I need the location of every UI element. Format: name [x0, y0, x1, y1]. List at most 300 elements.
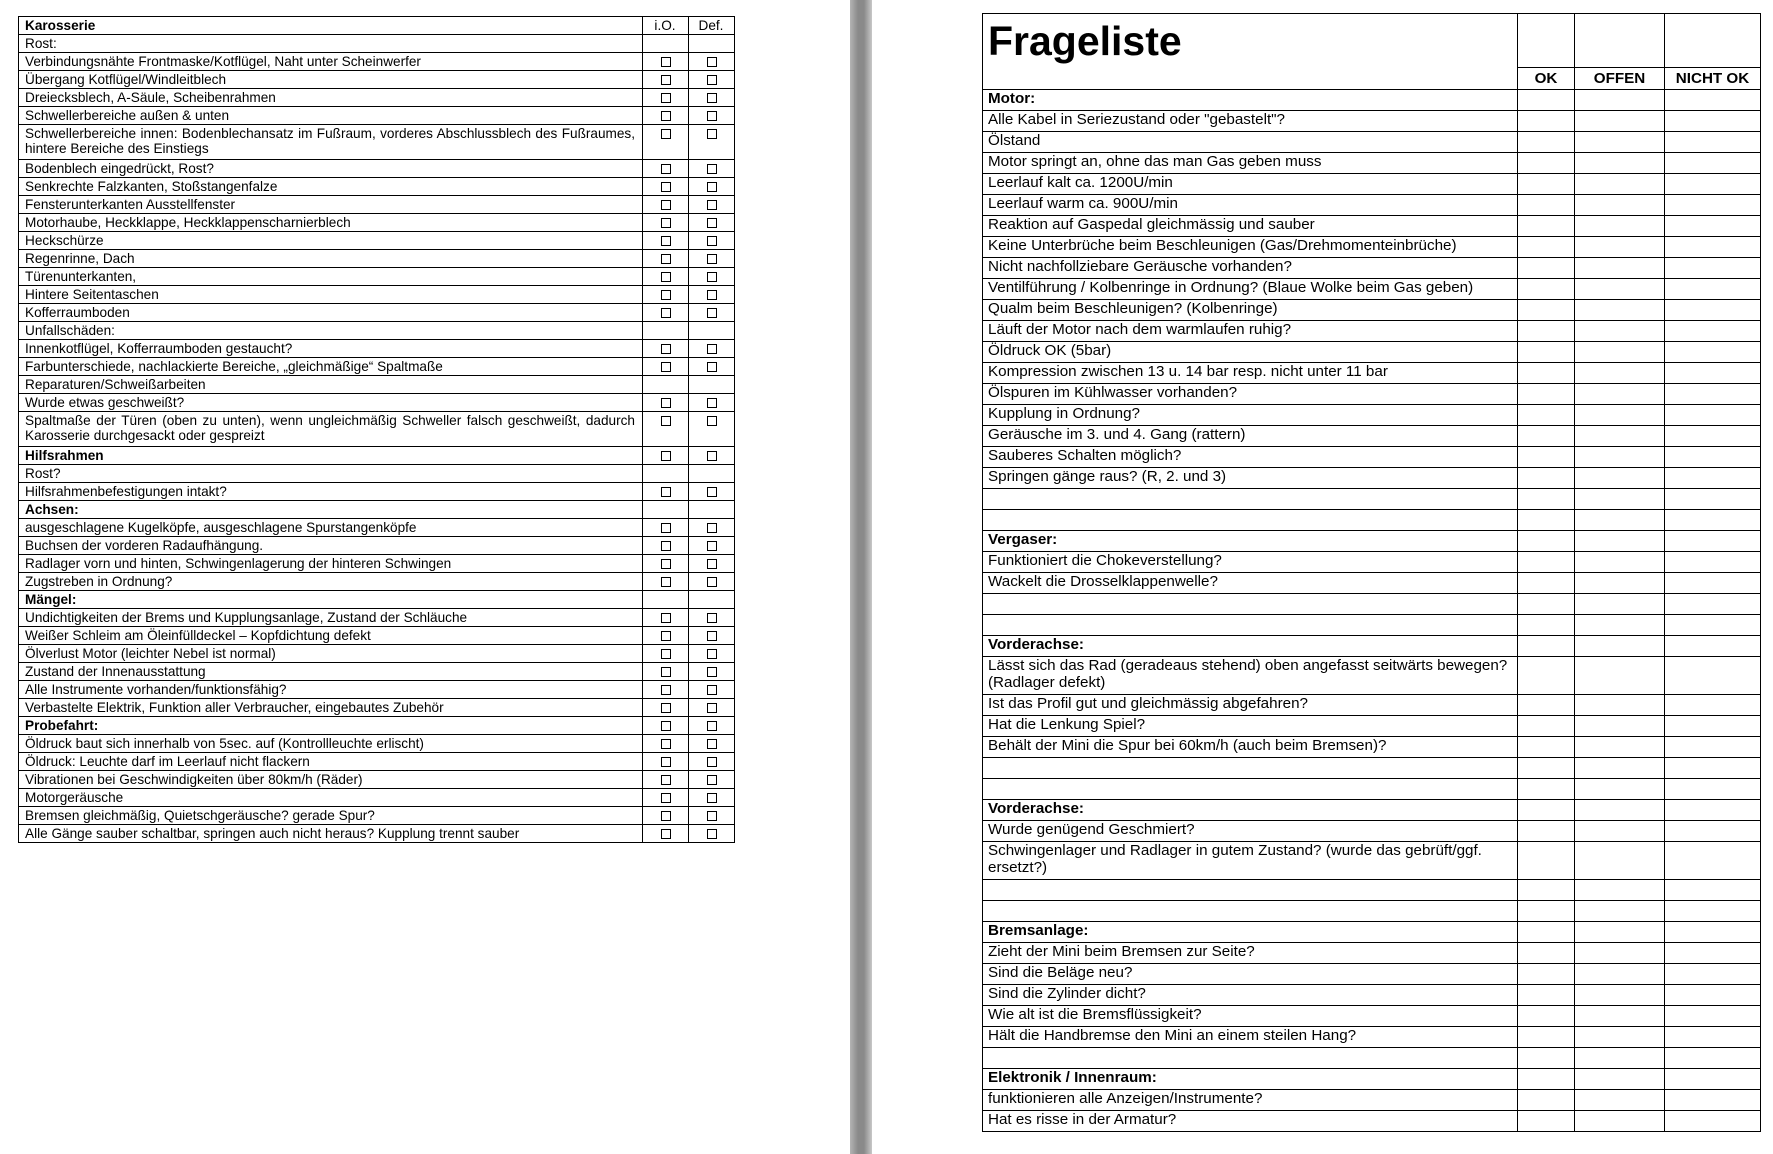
checkbox-io[interactable]: [661, 829, 671, 839]
answer-cell-offen[interactable]: [1575, 1027, 1665, 1048]
checkbox-def[interactable]: [707, 200, 717, 210]
answer-cell-nicht-ok[interactable]: [1665, 800, 1761, 821]
answer-cell-offen[interactable]: [1575, 216, 1665, 237]
checkbox-io[interactable]: [661, 577, 671, 587]
question-row: [983, 90, 1761, 111]
checkbox-io[interactable]: [661, 451, 671, 461]
checkbox-cell-def[interactable]: [689, 447, 735, 465]
checkbox-def[interactable]: [707, 667, 717, 677]
answer-cell-offen[interactable]: [1575, 1090, 1665, 1111]
checkbox-cell-def[interactable]: [689, 286, 735, 304]
checkbox-io[interactable]: [661, 793, 671, 803]
checkbox-cell-ok[interactable]: [643, 394, 689, 412]
answer-cell-offen[interactable]: [1575, 737, 1665, 758]
checkbox-cell-def[interactable]: [689, 232, 735, 250]
checkbox-io[interactable]: [661, 631, 671, 641]
checkbox-def[interactable]: [707, 254, 717, 264]
answer-cell-nicht-ok[interactable]: [1665, 363, 1761, 384]
checkbox-cell-def[interactable]: [689, 483, 735, 501]
answer-cell-offen: [1575, 1048, 1665, 1069]
answer-cell-ok[interactable]: [1518, 468, 1575, 489]
checkbox-def[interactable]: [707, 308, 717, 318]
answer-cell-ok[interactable]: [1518, 1111, 1575, 1132]
checkbox-io[interactable]: [661, 236, 671, 246]
checkbox-cell-def[interactable]: [689, 214, 735, 232]
answer-cell-ok[interactable]: [1518, 821, 1575, 842]
answer-cell-ok[interactable]: [1518, 800, 1575, 821]
checkbox-def[interactable]: [707, 523, 717, 533]
answer-cell-ok[interactable]: [1518, 737, 1575, 758]
answer-cell-nicht-ok[interactable]: [1665, 111, 1761, 132]
answer-cell-offen[interactable]: [1575, 552, 1665, 573]
answer-cell-nicht-ok[interactable]: [1665, 342, 1761, 363]
checkbox-cell-def[interactable]: [689, 717, 735, 735]
checkbox-cell-ok[interactable]: [643, 735, 689, 753]
checklist-item-label: Öldruck baut sich innerhalb von 5sec. auf (Kontrollleuchte erlischt): [19, 735, 643, 753]
checkbox-cell-def[interactable]: [689, 519, 735, 537]
checkbox-cell-ok[interactable]: [643, 304, 689, 322]
answer-cell-nicht-ok[interactable]: [1665, 922, 1761, 943]
checkbox-def[interactable]: [707, 451, 717, 461]
checkbox-cell-def[interactable]: [689, 771, 735, 789]
checkbox-cell-def[interactable]: [689, 178, 735, 196]
answer-cell-ok[interactable]: [1518, 1090, 1575, 1111]
answer-cell-nicht-ok[interactable]: [1665, 216, 1761, 237]
answer-cell-offen[interactable]: [1575, 1069, 1665, 1090]
answer-cell-ok[interactable]: [1518, 426, 1575, 447]
answer-cell-nicht-ok[interactable]: [1665, 195, 1761, 216]
checkbox-def[interactable]: [707, 793, 717, 803]
checkbox-cell-ok[interactable]: [643, 214, 689, 232]
checkbox-def[interactable]: [707, 577, 717, 587]
checkbox-io[interactable]: [661, 613, 671, 623]
answer-cell-ok[interactable]: [1518, 153, 1575, 174]
checkbox-cell-def[interactable]: [689, 268, 735, 286]
checkbox-cell-ok[interactable]: [643, 178, 689, 196]
answer-cell-ok[interactable]: [1518, 657, 1575, 695]
checkbox-io[interactable]: [661, 811, 671, 821]
checkbox-cell-ok[interactable]: [643, 555, 689, 573]
checkbox-cell-def[interactable]: [689, 394, 735, 412]
answer-cell-ok[interactable]: [1518, 174, 1575, 195]
answer-cell-nicht-ok[interactable]: [1665, 552, 1761, 573]
checkbox-cell-def[interactable]: [689, 196, 735, 214]
checkbox-def[interactable]: [707, 775, 717, 785]
checkbox-cell-ok: [643, 376, 689, 394]
answer-cell-ok[interactable]: [1518, 279, 1575, 300]
answer-cell-offen[interactable]: [1575, 657, 1665, 695]
answer-cell-offen[interactable]: [1575, 800, 1665, 821]
answer-cell-offen[interactable]: [1575, 716, 1665, 737]
checkbox-def[interactable]: [707, 236, 717, 246]
checkbox-def[interactable]: [707, 811, 717, 821]
answer-cell-ok[interactable]: [1518, 90, 1575, 111]
checkbox-cell-ok[interactable]: [643, 71, 689, 89]
answer-cell-offen[interactable]: [1575, 132, 1665, 153]
answer-cell-nicht-ok[interactable]: [1665, 842, 1761, 880]
checkbox-def[interactable]: [707, 344, 717, 354]
checkbox-def[interactable]: [707, 362, 717, 372]
checkbox-def[interactable]: [707, 559, 717, 569]
answer-cell-nicht-ok[interactable]: [1665, 321, 1761, 342]
checkbox-io[interactable]: [661, 57, 671, 67]
checklist-row: [19, 735, 735, 753]
checkbox-io[interactable]: [661, 290, 671, 300]
checkbox-def[interactable]: [707, 649, 717, 659]
checklist-row: [19, 807, 735, 825]
checkbox-cell-ok[interactable]: [643, 627, 689, 645]
checkbox-def[interactable]: [707, 93, 717, 103]
checkbox-io[interactable]: [661, 93, 671, 103]
checkbox-io[interactable]: [661, 559, 671, 569]
checkbox-cell-ok[interactable]: [643, 125, 689, 160]
answer-cell-ok[interactable]: [1518, 1069, 1575, 1090]
checkbox-cell-ok[interactable]: [643, 232, 689, 250]
answer-cell-ok[interactable]: [1518, 363, 1575, 384]
checkbox-cell-def[interactable]: [689, 699, 735, 717]
answer-cell-ok[interactable]: [1518, 216, 1575, 237]
checkbox-def[interactable]: [707, 739, 717, 749]
answer-cell-offen[interactable]: [1575, 636, 1665, 657]
answer-cell-offen[interactable]: [1575, 153, 1665, 174]
checkbox-cell-def[interactable]: [689, 663, 735, 681]
answer-cell-nicht-ok[interactable]: [1665, 258, 1761, 279]
checkbox-cell-def[interactable]: [689, 573, 735, 591]
answer-cell-ok[interactable]: [1518, 405, 1575, 426]
checkbox-cell-ok[interactable]: [643, 53, 689, 71]
answer-cell-ok[interactable]: [1518, 258, 1575, 279]
answer-cell-nicht-ok[interactable]: [1665, 1069, 1761, 1090]
answer-cell-offen[interactable]: [1575, 1111, 1665, 1132]
checkbox-cell-def[interactable]: [689, 627, 735, 645]
checkbox-def[interactable]: [707, 613, 717, 623]
checkbox-def[interactable]: [707, 182, 717, 192]
answer-cell-ok[interactable]: [1518, 636, 1575, 657]
question-row: [983, 426, 1761, 447]
checkbox-cell-ok[interactable]: [643, 663, 689, 681]
checkbox-cell-def[interactable]: [689, 681, 735, 699]
answer-cell-ok[interactable]: [1518, 716, 1575, 737]
checkbox-cell-ok[interactable]: [643, 789, 689, 807]
answer-cell-nicht-ok[interactable]: [1665, 405, 1761, 426]
answer-cell-nicht-ok[interactable]: [1665, 90, 1761, 111]
answer-cell-offen[interactable]: [1575, 258, 1665, 279]
checklist-row: [19, 627, 735, 645]
checkbox-cell-ok[interactable]: [643, 537, 689, 555]
answer-cell-nicht-ok[interactable]: [1665, 985, 1761, 1006]
checkbox-io[interactable]: [661, 541, 671, 551]
checkbox-cell-ok[interactable]: [643, 645, 689, 663]
checkbox-cell-def[interactable]: [689, 340, 735, 358]
answer-cell-ok[interactable]: [1518, 922, 1575, 943]
checkbox-cell-ok[interactable]: [643, 753, 689, 771]
checkbox-io[interactable]: [661, 129, 671, 139]
answer-cell-nicht-ok[interactable]: [1665, 737, 1761, 758]
question-label: [983, 779, 1518, 800]
answer-cell-offen[interactable]: [1575, 111, 1665, 132]
question-row: [983, 279, 1761, 300]
answer-cell-ok[interactable]: [1518, 842, 1575, 880]
checkbox-cell-ok[interactable]: [643, 268, 689, 286]
answer-cell-nicht-ok[interactable]: [1665, 1006, 1761, 1027]
checkbox-cell-ok[interactable]: [643, 717, 689, 735]
answer-cell-nicht-ok[interactable]: [1665, 468, 1761, 489]
answer-cell-offen[interactable]: [1575, 573, 1665, 594]
answer-cell-nicht-ok[interactable]: [1665, 716, 1761, 737]
answer-cell-nicht-ok[interactable]: [1665, 964, 1761, 985]
checkbox-cell-def[interactable]: [689, 753, 735, 771]
checkbox-cell-ok[interactable]: [643, 609, 689, 627]
answer-cell-ok[interactable]: [1518, 943, 1575, 964]
checkbox-io[interactable]: [661, 182, 671, 192]
checklist-row: [19, 573, 735, 591]
answer-cell-nicht-ok: [1665, 779, 1761, 800]
answer-cell-ok[interactable]: [1518, 132, 1575, 153]
answer-cell-offen[interactable]: [1575, 964, 1665, 985]
checkbox-cell-def[interactable]: [689, 71, 735, 89]
checklist-row: [19, 537, 735, 555]
answer-cell-ok: [1518, 880, 1575, 901]
answer-cell-nicht-ok[interactable]: [1665, 821, 1761, 842]
answer-cell-offen[interactable]: [1575, 426, 1665, 447]
checklist-row: [19, 825, 735, 843]
checkbox-cell-ok[interactable]: [643, 771, 689, 789]
checkbox-def[interactable]: [707, 721, 717, 731]
checkbox-cell-ok[interactable]: [643, 340, 689, 358]
answer-cell-nicht-ok[interactable]: [1665, 636, 1761, 657]
checkbox-cell-def[interactable]: [689, 735, 735, 753]
answer-cell-nicht-ok[interactable]: [1665, 943, 1761, 964]
answer-cell-ok[interactable]: [1518, 552, 1575, 573]
answer-cell-nicht-ok[interactable]: [1665, 426, 1761, 447]
checkbox-io[interactable]: [661, 775, 671, 785]
checklist-item-label: Senkrechte Falzkanten, Stoßstangenfalze: [19, 178, 643, 196]
checkbox-io[interactable]: [661, 344, 671, 354]
answer-cell-nicht-ok[interactable]: [1665, 695, 1761, 716]
checkbox-io[interactable]: [661, 362, 671, 372]
answer-cell-ok[interactable]: [1518, 695, 1575, 716]
checkbox-io[interactable]: [661, 416, 671, 426]
checkbox-cell-def[interactable]: [689, 358, 735, 376]
checkbox-cell-def[interactable]: [689, 304, 735, 322]
checkbox-cell-ok[interactable]: [643, 681, 689, 699]
checkbox-def[interactable]: [707, 757, 717, 767]
checkbox-io[interactable]: [661, 721, 671, 731]
checkbox-cell-ok[interactable]: [643, 483, 689, 501]
checkbox-cell-ok[interactable]: [643, 573, 689, 591]
checkbox-cell-def: [689, 35, 735, 53]
answer-cell-ok[interactable]: [1518, 111, 1575, 132]
answer-cell-offen[interactable]: [1575, 468, 1665, 489]
checkbox-cell-ok[interactable]: [643, 196, 689, 214]
question-row: [983, 195, 1761, 216]
answer-cell-ok[interactable]: [1518, 1027, 1575, 1048]
answer-cell-offen: [1575, 615, 1665, 636]
answer-cell-offen[interactable]: [1575, 1006, 1665, 1027]
checkbox-def[interactable]: [707, 829, 717, 839]
checkbox-def[interactable]: [707, 57, 717, 67]
checkbox-io[interactable]: [661, 685, 671, 695]
answer-cell-nicht-ok[interactable]: [1665, 384, 1761, 405]
answer-cell-ok[interactable]: [1518, 985, 1575, 1006]
checkbox-cell-ok[interactable]: [643, 412, 689, 447]
answer-cell-nicht-ok[interactable]: [1665, 174, 1761, 195]
question-row: [983, 384, 1761, 405]
checkbox-io[interactable]: [661, 75, 671, 85]
answer-cell-offen[interactable]: [1575, 943, 1665, 964]
checkbox-cell-def[interactable]: [689, 125, 735, 160]
answer-cell-offen[interactable]: [1575, 195, 1665, 216]
answer-cell-ok[interactable]: [1518, 531, 1575, 552]
checkbox-def[interactable]: [707, 631, 717, 641]
checkbox-io[interactable]: [661, 523, 671, 533]
checkbox-def[interactable]: [707, 487, 717, 497]
checkbox-cell-def[interactable]: [689, 89, 735, 107]
answer-cell-offen[interactable]: [1575, 300, 1665, 321]
checkbox-cell-def[interactable]: [689, 250, 735, 268]
title-row: [983, 14, 1761, 68]
answer-cell-nicht-ok[interactable]: [1665, 531, 1761, 552]
checkbox-cell-def[interactable]: [689, 609, 735, 627]
checklist-item-label: Vibrationen bei Geschwindigkeiten über 80km/h (Räder): [19, 771, 643, 789]
checkbox-cell-def[interactable]: [689, 789, 735, 807]
checklist-row: [19, 699, 735, 717]
answer-cell-nicht-ok[interactable]: [1665, 153, 1761, 174]
checkbox-cell-ok[interactable]: [643, 89, 689, 107]
answer-cell-offen[interactable]: [1575, 695, 1665, 716]
answer-cell-offen[interactable]: [1575, 922, 1665, 943]
checkbox-io[interactable]: [661, 111, 671, 121]
checkbox-def[interactable]: [707, 129, 717, 139]
checkbox-def[interactable]: [707, 272, 717, 282]
checkbox-def[interactable]: [707, 75, 717, 85]
checkbox-cell-ok[interactable]: [643, 286, 689, 304]
question-label: [983, 594, 1518, 615]
checkbox-cell-ok[interactable]: [643, 519, 689, 537]
checkbox-cell-ok[interactable]: [643, 807, 689, 825]
checklist-item-label: Schwellerbereiche innen: Bodenblechansatz im Fußraum, vorderes Abschlussblech des Fußraumes, hintere Bereiche des Einstiegs: [19, 125, 643, 160]
answer-cell-offen[interactable]: [1575, 90, 1665, 111]
question-label: [983, 880, 1518, 901]
answer-cell-offen[interactable]: [1575, 821, 1665, 842]
checklist-item-label: Alle Gänge sauber schaltbar, springen auch nicht heraus? Kupplung trennt sauber: [19, 825, 643, 843]
checkbox-cell-def[interactable]: [689, 825, 735, 843]
checklist-item-label: Regenrinne, Dach: [19, 250, 643, 268]
checkbox-def[interactable]: [707, 290, 717, 300]
answer-cell-offen[interactable]: [1575, 531, 1665, 552]
answer-cell-ok[interactable]: [1518, 195, 1575, 216]
checkbox-cell-ok[interactable]: [643, 107, 689, 125]
answer-cell-ok[interactable]: [1518, 321, 1575, 342]
checkbox-io[interactable]: [661, 703, 671, 713]
answer-cell-ok[interactable]: [1518, 964, 1575, 985]
answer-cell-offen[interactable]: [1575, 842, 1665, 880]
answer-cell-nicht-ok[interactable]: [1665, 300, 1761, 321]
checkbox-io[interactable]: [661, 487, 671, 497]
answer-cell-nicht-ok[interactable]: [1665, 447, 1761, 468]
answer-cell-ok[interactable]: [1518, 342, 1575, 363]
answer-cell-nicht-ok[interactable]: [1665, 132, 1761, 153]
checkbox-io[interactable]: [661, 272, 671, 282]
checkbox-cell-ok[interactable]: [643, 447, 689, 465]
checkbox-def[interactable]: [707, 111, 717, 121]
checklist-item-label: Achsen:: [19, 501, 643, 519]
checkbox-io[interactable]: [661, 667, 671, 677]
answer-cell-ok: [1518, 615, 1575, 636]
checkbox-def[interactable]: [707, 541, 717, 551]
answer-cell-offen[interactable]: [1575, 321, 1665, 342]
checklist-item-label: Bremsen gleichmäßig, Quietschgeräusche? gerade Spur?: [19, 807, 643, 825]
checkbox-cell-ok[interactable]: [643, 358, 689, 376]
answer-cell-offen[interactable]: [1575, 279, 1665, 300]
checkbox-io[interactable]: [661, 218, 671, 228]
answer-cell-ok: [1518, 489, 1575, 510]
answer-cell-offen[interactable]: [1575, 447, 1665, 468]
checkbox-cell-def[interactable]: [689, 160, 735, 178]
answer-cell-offen[interactable]: [1575, 174, 1665, 195]
checkbox-cell-def[interactable]: [689, 53, 735, 71]
answer-cell-ok[interactable]: [1518, 1006, 1575, 1027]
answer-cell-nicht-ok[interactable]: [1665, 657, 1761, 695]
checkbox-def[interactable]: [707, 398, 717, 408]
answer-cell-nicht-ok[interactable]: [1665, 1111, 1761, 1132]
checkbox-cell-def[interactable]: [689, 555, 735, 573]
checkbox-cell-def[interactable]: [689, 412, 735, 447]
checkbox-def[interactable]: [707, 218, 717, 228]
checkbox-def[interactable]: [707, 164, 717, 174]
answer-cell-ok[interactable]: [1518, 237, 1575, 258]
checkbox-cell-def[interactable]: [689, 537, 735, 555]
answer-cell-offen[interactable]: [1575, 985, 1665, 1006]
checkbox-io[interactable]: [661, 200, 671, 210]
checkbox-io[interactable]: [661, 164, 671, 174]
answer-cell-nicht-ok[interactable]: [1665, 279, 1761, 300]
answer-cell-ok[interactable]: [1518, 300, 1575, 321]
checkbox-def[interactable]: [707, 416, 717, 426]
checkbox-def[interactable]: [707, 703, 717, 713]
answer-cell-ok[interactable]: [1518, 573, 1575, 594]
answer-cell-nicht-ok[interactable]: [1665, 237, 1761, 258]
answer-cell-nicht-ok[interactable]: [1665, 1090, 1761, 1111]
checkbox-cell-def[interactable]: [689, 807, 735, 825]
answer-cell-offen[interactable]: [1575, 342, 1665, 363]
checkbox-cell-def[interactable]: [689, 645, 735, 663]
checkbox-io[interactable]: [661, 308, 671, 318]
answer-cell-nicht-ok: [1665, 901, 1761, 922]
checkbox-io[interactable]: [661, 757, 671, 767]
checkbox-io[interactable]: [661, 649, 671, 659]
answer-cell-ok[interactable]: [1518, 384, 1575, 405]
answer-cell-offen[interactable]: [1575, 384, 1665, 405]
checkbox-cell-def[interactable]: [689, 107, 735, 125]
checkbox-io[interactable]: [661, 739, 671, 749]
answer-cell-nicht-ok[interactable]: [1665, 573, 1761, 594]
checkbox-cell-ok[interactable]: [643, 825, 689, 843]
checkbox-cell-ok[interactable]: [643, 160, 689, 178]
checkbox-cell-ok[interactable]: [643, 699, 689, 717]
answer-cell-offen[interactable]: [1575, 363, 1665, 384]
answer-cell-offen[interactable]: [1575, 237, 1665, 258]
answer-cell-nicht-ok[interactable]: [1665, 1027, 1761, 1048]
checklist-row: [19, 125, 735, 160]
checkbox-io[interactable]: [661, 254, 671, 264]
checkbox-cell-ok[interactable]: [643, 250, 689, 268]
checkbox-io[interactable]: [661, 398, 671, 408]
answer-cell-offen[interactable]: [1575, 405, 1665, 426]
checkbox-def[interactable]: [707, 685, 717, 695]
question-label: [983, 901, 1518, 922]
answer-cell-ok[interactable]: [1518, 447, 1575, 468]
